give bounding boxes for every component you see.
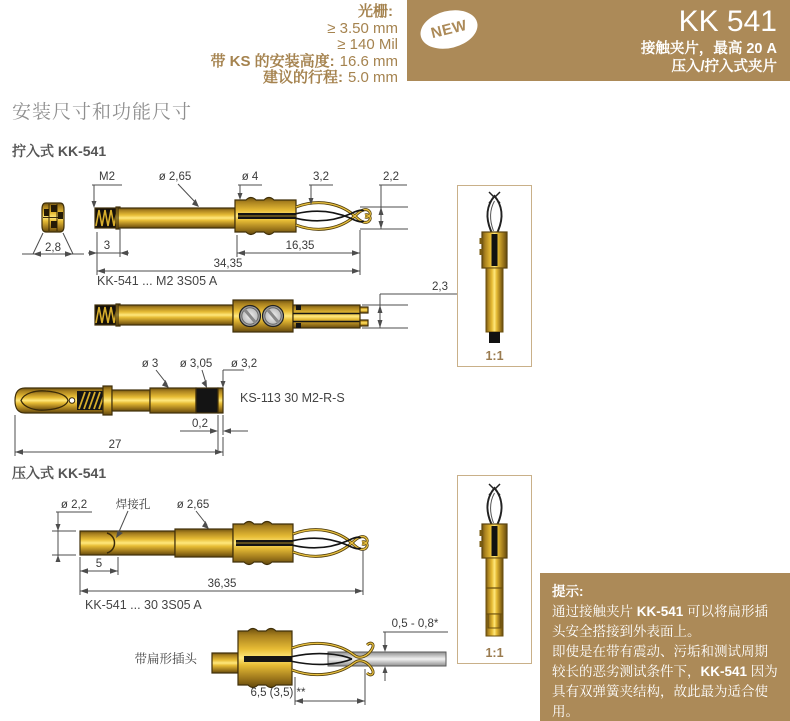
dim-3: 3 [103,240,111,252]
probe-black-tip [489,332,500,343]
press-in-probe-drawing [10,490,470,615]
dim-34-35: 34,35 [213,258,243,270]
section-title-screw-in: 拧入式 KK-541 [12,143,107,159]
probe-shaft [118,208,235,228]
flat-plug-drawing [120,615,470,721]
product-subtitle [641,40,777,76]
dim-gap: 0,5 - 0,8* [391,618,439,630]
tip-paragraph-1: 通过接触夹片 KK-541 可以将扁形插头安全搭接到外表面上。 [552,604,769,639]
page-title: 安装尺寸和功能尺寸 [12,102,193,123]
spec-line: 光栅: [358,3,393,20]
dim-2-3: 2,3 [432,281,448,293]
dim-d22: ø 2,2 [60,499,88,511]
dim-16-35: 16,35 [285,240,315,252]
dim-27: 27 [108,439,122,451]
section-title-press-in: 压入式 KK-541 [12,465,107,481]
probe-clip-press [293,530,367,557]
dim-6-5: 6,5 (3,5) ** [250,687,306,699]
probe-actual-size [458,186,531,344]
dim-d265-press: ø 2,65 [176,499,210,511]
dim-0-2: 0,2 [192,418,208,430]
product-header-box [407,0,790,81]
dim-d265: ø 2,65 [158,171,192,183]
probe-sleeve [80,531,175,555]
new-badge: NEW [416,5,481,55]
dim-m2: M2 [99,171,115,183]
part-label-receptacle: KS-113 30 M2-R-S [240,391,345,405]
dim-d3: ø 3 [141,358,159,370]
scale-1to1-box-press-in [457,475,532,664]
dim-5: 5 [95,558,103,570]
dim-2-8: 2,8 [45,242,61,254]
part-label-press-in: KK-541 ... 30 3S05 A [85,598,202,612]
product-subtitle-line1: 接触夹片，最高 20 A [640,41,777,57]
dim-36-35: 36,35 [207,578,237,590]
scale-label: 1:1 [485,646,504,660]
flat-plug-blade [328,652,446,666]
spec-line: 建议的行程: 5.0 mm [262,69,398,86]
solder-hole-label: 焊接孔 [115,499,151,511]
scale-1to1-box-screw-in [457,185,532,367]
dim-d4: ø 4 [241,171,259,183]
tip-paragraph-2: 即使是在带有震动、污垢和测试周期较长的恶劣测试条件下，KK-541 因为具有双弹簧夹结构，故此最为适合使用。 [552,644,778,719]
scale-label: 1:1 [485,349,504,363]
probe-actual-size-press [458,476,531,641]
dim-3-2: 3,2 [313,171,329,183]
flat-plug-caption: 带扁形插头 [134,652,197,666]
receptacle-drawing [10,355,470,465]
product-subtitle-line2: 压入/拧入式夹片 [671,59,777,75]
dim-d305: ø 3,05 [179,358,213,370]
header-specs [210,4,398,87]
tip-heading: 提示: [552,584,584,599]
receptacle-black-band [196,388,218,413]
dim-d32: ø 3,2 [230,358,258,370]
part-label-screw-in: KK-541 ... M2 3S05 A [97,274,218,288]
product-title: KK 541 [678,5,777,38]
dim-2-2: 2,2 [383,171,399,183]
tip-box [540,573,790,721]
spec-line: ≥ 140 Mil [337,36,398,53]
screw-in-probe-drawing [10,163,470,295]
probe-clip [296,203,370,230]
spec-line: 带 KS 的安装高度: 16.6 mm [210,52,398,70]
screw-in-probe-side-drawing [10,280,470,350]
spec-line: ≥ 3.50 mm [327,19,398,37]
